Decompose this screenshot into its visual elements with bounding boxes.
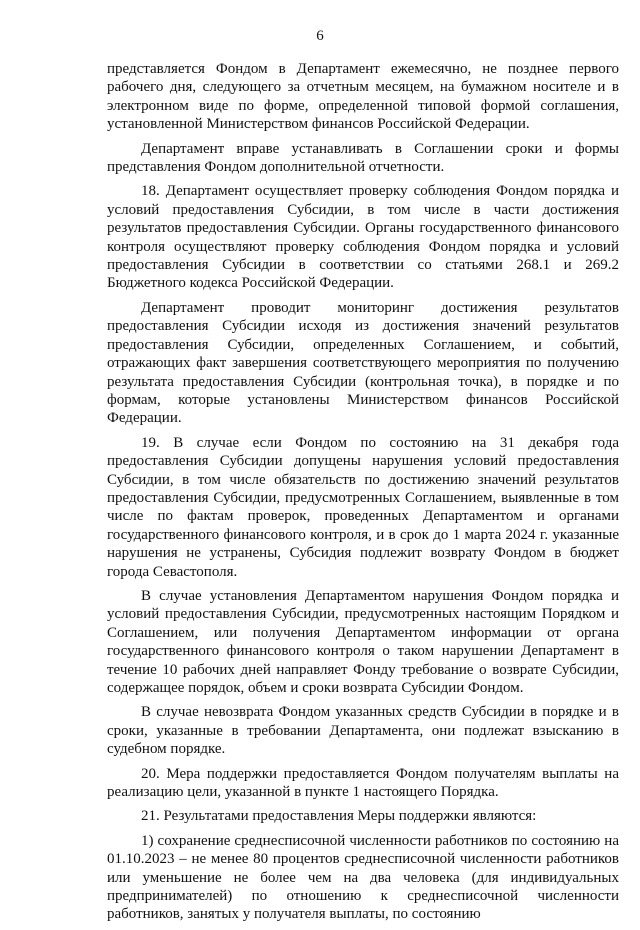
paragraph-18-compliance-check: 18. Департамент осуществляет проверку соблюдения Фондом порядка и условий предоставления Субсидии, в том числе в части достижения результатов предоставления Субсидии. Органы государственного финансового контроля осуществляют проверку соблюдения Фондом порядка и условий предоставления Субсидии в соответствии со статьями 268.1 и 269.2 Бюджетного кодекса Российской Федерации.	[107, 183, 619, 292]
paragraph-reporting-continuation: представляется Фондом в Департамент ежемесячно, не позднее первого рабочего дня, следующего за отчетным месяцем, на бумажном носителе и в электронном виде по форме, определенной типовой формой соглашения, установленной Министерством финансов Российской Федерации.	[107, 61, 619, 133]
paragraph-20-support-measure: 20. Мера поддержки предоставляется Фондом получателям выплаты на реализацию цели, указанной в пункте 1 настоящего Порядка.	[107, 765, 619, 801]
paragraph-21-results-intro: 21. Результатами предоставления Меры поддержки являются:	[141, 808, 537, 825]
paragraph-19-violations-return: 19. В случае если Фондом по состоянию на 31 декабря года предоставления Субсидии допущены нарушения условий предоставления Субсидии, в том числе обязательств по достижению значений результатов предоставления Субсидии, предусмотренных Соглашением, выявленные в том числе по фактам проверок, проведенных Департаментом и органами государственного финансового контроля, и в срок до 1 марта 2024 г. указанные нарушения не устранены, Субсидия подлежит возврату Фондом в бюджет города Севастополя.	[107, 434, 619, 580]
page-number: 6	[316, 28, 324, 44]
paragraph-court-recovery: В случае невозврата Фондом указанных средств Субсидии в порядке и в сроки, указанные в требовании Департамента, они подлежат взысканию в судебном порядке.	[107, 704, 619, 758]
paragraph-monitoring: Департамент проводит мониторинг достижения результатов предоставления Субсидии исходя из достижения значений результатов предоставления Субсидии, определенных Соглашением, и событий, отражающих факт завершения соответствующего мероприятия по получению результата предоставления Субсидии (контрольная точка), в порядке и по формам, которые установлены Министерством финансов Российской Федерации.	[107, 299, 619, 427]
paragraph-return-demand: В случае установления Департаментом нарушения Фондом порядка и условий предоставления Субсидии, предусмотренных настоящим Порядком и Соглашением, или получения Департаментом информации от органа государственного финансового контроля о таком нарушении Департамент в течение 10 рабочих дней направляет Фонду требование о возврате Субсидии, содержащее порядок, объем и сроки возврата Субсидии Фондом.	[107, 587, 619, 696]
paragraph-additional-reporting: Департамент вправе устанавливать в Соглашении сроки и формы представления Фондом дополнительной отчетности.	[107, 140, 619, 176]
paragraph-21-item-1: 1) сохранение среднесписочной численности работников по состоянию на 01.10.2023 – не менее 80 процентов среднесписочной численности работников или уменьшение не более чем на два человека (для индивидуальных предпринимателей) по отношению к среднесписочной численности работников, занятых у получателя выплаты, по состоянию	[107, 832, 619, 923]
document-body	[107, 60, 619, 930]
